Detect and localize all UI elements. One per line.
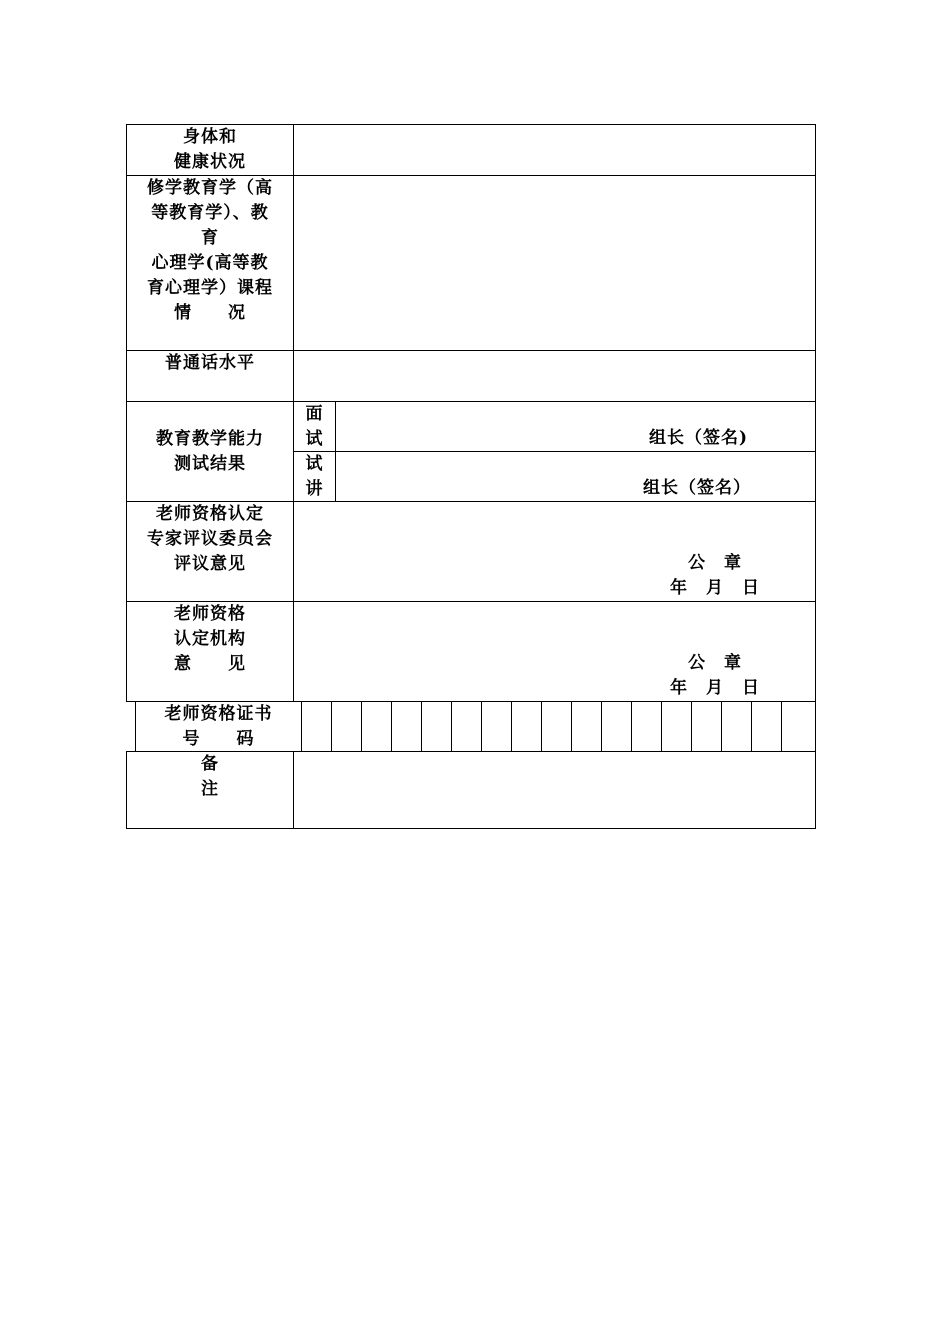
certificate-digit-box[interactable]: [451, 701, 482, 752]
health-label: 身体和 健康状况: [174, 127, 246, 172]
agency-seal-label: 公 章: [688, 653, 742, 673]
teacher-qualification-form: [126, 124, 816, 829]
lecture-label-cell: [293, 451, 336, 502]
certificate-digit-box[interactable]: [481, 701, 512, 752]
certificate-number-boxes: [301, 701, 816, 752]
agency-value-cell[interactable]: [293, 601, 816, 702]
remarks-label: 备 注: [201, 754, 219, 799]
ability-label-cell: [126, 401, 294, 502]
committee-label-cell: [126, 501, 294, 602]
courses-label-cell: [126, 175, 294, 351]
certificate-label-cell: [135, 701, 302, 752]
interview-label: 面 试: [305, 404, 324, 449]
interview-label-cell: [293, 401, 336, 452]
ability-label: 教育教学能力 测试结果: [156, 429, 264, 474]
putonghua-value-cell[interactable]: [293, 350, 816, 402]
certificate-digit-box[interactable]: [541, 701, 572, 752]
certificate-digit-box[interactable]: [511, 701, 542, 752]
courses-label: 修学教育学（高 等教育学）、教 育 心理学(高等教 育心理学）课程 情 况: [147, 178, 273, 323]
lecture-label: 试 讲: [305, 454, 324, 499]
certificate-digit-box[interactable]: [391, 701, 422, 752]
putonghua-label-cell: [126, 350, 294, 402]
remarks-label-cell: [126, 751, 294, 829]
health-value-cell[interactable]: [293, 124, 816, 176]
certificate-label: 老师资格证书 号 码: [164, 704, 273, 749]
certificate-digit-box[interactable]: [751, 701, 782, 752]
lecture-sign-label: 组长（签名）: [643, 478, 751, 498]
certificate-digit-box[interactable]: [781, 701, 816, 752]
certificate-digit-box[interactable]: [601, 701, 632, 752]
committee-seal-label: 公 章: [688, 553, 742, 573]
certificate-digit-box[interactable]: [661, 701, 692, 752]
certificate-digit-box[interactable]: [301, 701, 332, 752]
remarks-value-cell[interactable]: [293, 751, 816, 829]
agency-label-cell: [126, 601, 294, 702]
lecture-value-cell[interactable]: [335, 451, 816, 502]
interview-value-cell[interactable]: [335, 401, 816, 452]
certificate-digit-box[interactable]: [631, 701, 662, 752]
certificate-digit-box[interactable]: [691, 701, 722, 752]
committee-value-cell[interactable]: [293, 501, 816, 602]
courses-value-cell[interactable]: [293, 175, 816, 351]
certificate-digit-box[interactable]: [721, 701, 752, 752]
committee-date-label: 年 月 日: [670, 578, 760, 598]
committee-label: 老师资格认定 专家评议委员会 评议意见: [147, 504, 273, 574]
health-label-cell: [126, 124, 294, 176]
certificate-digit-box[interactable]: [331, 701, 362, 752]
putonghua-label: 普通话水平: [165, 353, 255, 373]
certificate-digit-box[interactable]: [421, 701, 452, 752]
certificate-digit-box[interactable]: [361, 701, 392, 752]
interview-sign-label: 组长（签名): [649, 428, 749, 448]
agency-date-label: 年 月 日: [670, 678, 760, 698]
certificate-digit-box[interactable]: [571, 701, 602, 752]
agency-label: 老师资格 认定机构 意 见: [174, 604, 246, 674]
